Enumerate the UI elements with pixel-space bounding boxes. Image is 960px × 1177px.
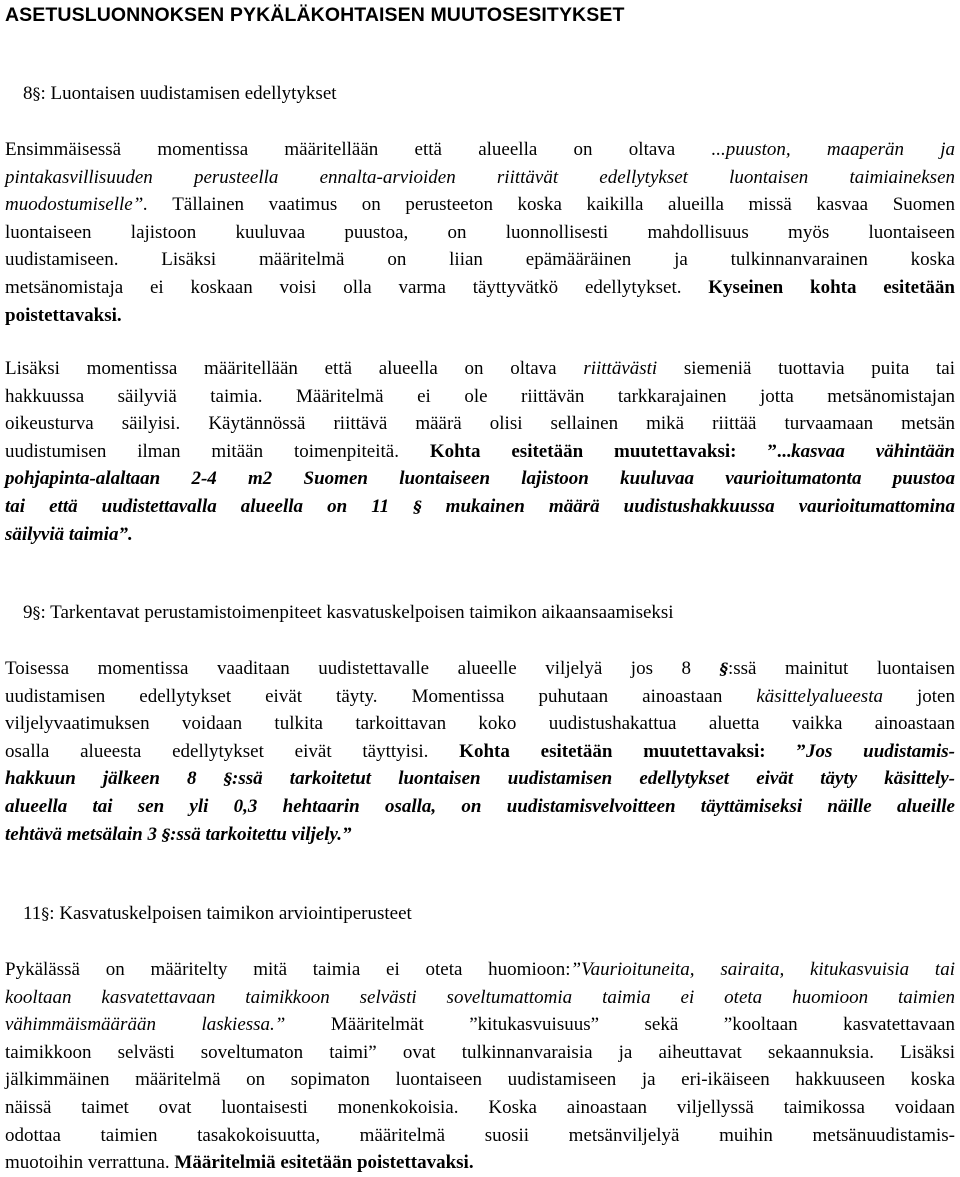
text-line	[5, 1149, 955, 1177]
text-run: kooltaan kasvatettavaan taimikkoon selvästi soveltumattomia taimia ei oteta huomioon taimien	[5, 986, 955, 1008]
text-run: Ensimmäisessä momentissa määritellään että alueella on oltava	[5, 139, 712, 160]
section-heading-11	[23, 903, 412, 925]
text-run: :ssä tarkoitetut luontaisen uudistamisen edellytykset eivät täyty käsittely-	[232, 768, 956, 790]
text-line	[5, 438, 955, 466]
text-run: kasvaa vähintään	[791, 440, 955, 462]
section-symbol-icon: §	[32, 603, 41, 622]
section-heading-9	[23, 602, 674, 624]
text-run: pintakasvillisuuden perusteella ennalta-arvioiden riittävät edellytykset luontaisen taimiaineksen	[5, 166, 955, 188]
section-symbol-icon: §	[223, 769, 233, 789]
document-title: ASETUSLUONNOKSEN PYKÄLÄKOHTAISEN MUUTOSESITYKSET	[5, 4, 625, 26]
text-run: säilyviä taimia”.	[5, 523, 133, 545]
text-run: hakkuun jälkeen 8	[5, 768, 224, 790]
section-number: 11	[23, 903, 42, 924]
section-heading-text: : Luontaisen uudistamisen edellytykset	[40, 83, 337, 104]
text-line	[5, 984, 955, 1012]
text-run: näissä taimet ovat luontaisesti monenkokoisia. Koska ainoastaan viljellyssä taimikossa voidaan	[5, 1096, 955, 1118]
text-run: oikeusturva säilyisi. Käytännössä riittävä määrä olisi sellainen mikä riittää turvaamaan metsän	[5, 413, 955, 435]
text-run: osalla alueesta edellytykset eivät täyttyisi.	[5, 740, 460, 762]
section-symbol-icon: §	[161, 824, 171, 844]
text-line	[5, 765, 955, 793]
text-run: Lisäksi momentissa määritellään että alueella on oltava	[5, 358, 584, 379]
text-run: Jos uudistamis-	[805, 740, 955, 762]
text-run: muotoihin verrattuna.	[5, 1152, 175, 1174]
paragraph	[5, 956, 955, 1177]
text-line	[5, 191, 955, 219]
text-run: alueella tai sen yli 0,3 hehtaarin osalla, on uudistamisvelvoitteen täyttämiseksi näille alueille	[5, 795, 955, 817]
section-number: 8	[23, 83, 33, 104]
section-symbol-icon: §	[41, 904, 50, 923]
text-run: :ssä mainitut luontaisen	[727, 658, 955, 679]
section-heading-text: : Kasvatuskelpoisen taimikon arviointiperusteet	[49, 903, 412, 924]
text-run: tai että uudistettavalla alueella on 11	[5, 495, 414, 517]
text-run: ”Vaurioituneita, sairaita, kitukasvuisia tai	[570, 959, 955, 980]
text-line	[5, 710, 955, 738]
text-run: uudistamisen edellytykset eivät täyty. Momentissa puhutaan ainoastaan	[5, 685, 757, 707]
text-run: mukainen määrä uudistushakkuussa vaurioitumattomina	[421, 495, 955, 517]
section-symbol-icon: §	[413, 496, 422, 516]
text-run: Kohta esitetään muutettavaksi: ”	[459, 740, 806, 762]
text-line	[5, 246, 955, 274]
text-run: poistettavaksi.	[5, 304, 122, 326]
text-line	[5, 410, 955, 438]
text-line	[5, 793, 955, 821]
text-run: odottaa taimien tasakokoisuutta, määritelmä suosii metsänviljelyä muihin metsänuudistamis-	[5, 1124, 955, 1146]
section-symbol-icon: §	[719, 659, 728, 678]
text-line	[5, 355, 955, 383]
text-run: Toisessa momentissa vaaditaan uudistettavalle alueelle viljelyä jos 8	[5, 658, 720, 679]
text-run: vähimmäismäärään laskiessa.”	[5, 1014, 286, 1036]
text-run: siemeniä tuottavia puita tai	[657, 358, 955, 379]
section-number: 9	[23, 602, 33, 623]
text-line	[5, 521, 955, 549]
text-line	[5, 219, 955, 247]
text-run: uudistumisen ilman mitään toimenpiteitä.	[5, 440, 430, 462]
text-line	[5, 683, 955, 711]
section-heading-8	[23, 83, 337, 105]
text-run: pohjapinta-alaltaan 2-4 m2 Suomen luontaiseen lajistoon kuuluvaa vaurioitumatonta puustoa	[5, 468, 955, 490]
text-line	[5, 1039, 955, 1067]
text-line	[5, 956, 955, 984]
text-line	[5, 655, 955, 683]
text-line	[5, 493, 955, 521]
text-line	[5, 1122, 955, 1150]
section-heading-text: : Tarkentavat perustamistoimenpiteet kasvatuskelpoisen taimikon aikaansaamiseksi	[40, 602, 674, 623]
text-run: :ssä tarkoitettu viljely.”	[170, 823, 352, 845]
text-line	[5, 136, 955, 164]
text-run: taimikkoon selvästi soveltumaton taimi” ovat tulkinnanvaraisia ja aiheuttavat sekaannuksia. Lisäksi	[5, 1041, 955, 1063]
text-line	[5, 383, 955, 411]
text-run: metsänomistaja ei koskaan voisi olla varma täyttyvätkö edellytykset.	[5, 276, 709, 298]
text-line	[5, 1094, 955, 1122]
text-line	[5, 738, 955, 766]
text-run: Kyseinen kohta esitetään	[708, 276, 955, 298]
text-run: uudistamiseen. Lisäksi määritelmä on liian epämääräinen ja tulkinnanvarainen koska	[5, 249, 955, 271]
paragraph	[5, 355, 955, 548]
text-line	[5, 1011, 955, 1039]
text-run: Määritelmät ”kitukasvuisuus” sekä ”kooltaan kasvatettavaan	[285, 1014, 955, 1036]
text-line	[5, 302, 955, 330]
text-run: joten	[882, 685, 955, 707]
section-symbol-icon: §	[32, 84, 41, 103]
text-run: jälkimmäinen määritelmä on sopimaton luontaiseen uudistamiseen ja eri-ikäiseen hakkuuseen koska	[5, 1069, 955, 1091]
paragraph	[5, 655, 955, 848]
text-run: luontaiseen lajistoon kuuluvaa puustoa, on luonnollisesti mahdollisuus myös luontaiseen	[5, 221, 955, 243]
text-run: ...puuston, maaperän ja	[711, 139, 956, 160]
text-run: viljelyvaatimuksen voidaan tulkita tarkoittavan koko uudistushakattua aluetta vaikka ainoastaan	[5, 713, 955, 735]
text-line	[5, 821, 955, 849]
text-run: riittävästi	[583, 358, 658, 379]
text-run: Määritelmiä esitetään poistettavaksi.	[174, 1152, 474, 1174]
text-line	[5, 274, 955, 302]
text-run: tehtävä metsälain 3	[5, 823, 162, 845]
text-run: muodostumiselle”.	[5, 194, 149, 216]
text-run: käsittelyalueesta	[756, 685, 883, 707]
text-run: Pykälässä on määritelty mitä taimia ei oteta huomioon:	[5, 959, 571, 980]
text-line	[5, 1066, 955, 1094]
paragraph	[5, 136, 955, 329]
text-run: hakkuussa säilyviä taimia. Määritelmä ei ole riittävän tarkkarajainen jotta metsänomistajan	[5, 385, 955, 407]
text-line	[5, 465, 955, 493]
text-run: Tällainen vaatimus on perusteeton koska kaikilla alueilla missä kasvaa Suomen	[148, 194, 955, 216]
text-line	[5, 164, 955, 192]
text-run: Kohta esitetään muutettavaksi: ”...	[429, 440, 792, 462]
